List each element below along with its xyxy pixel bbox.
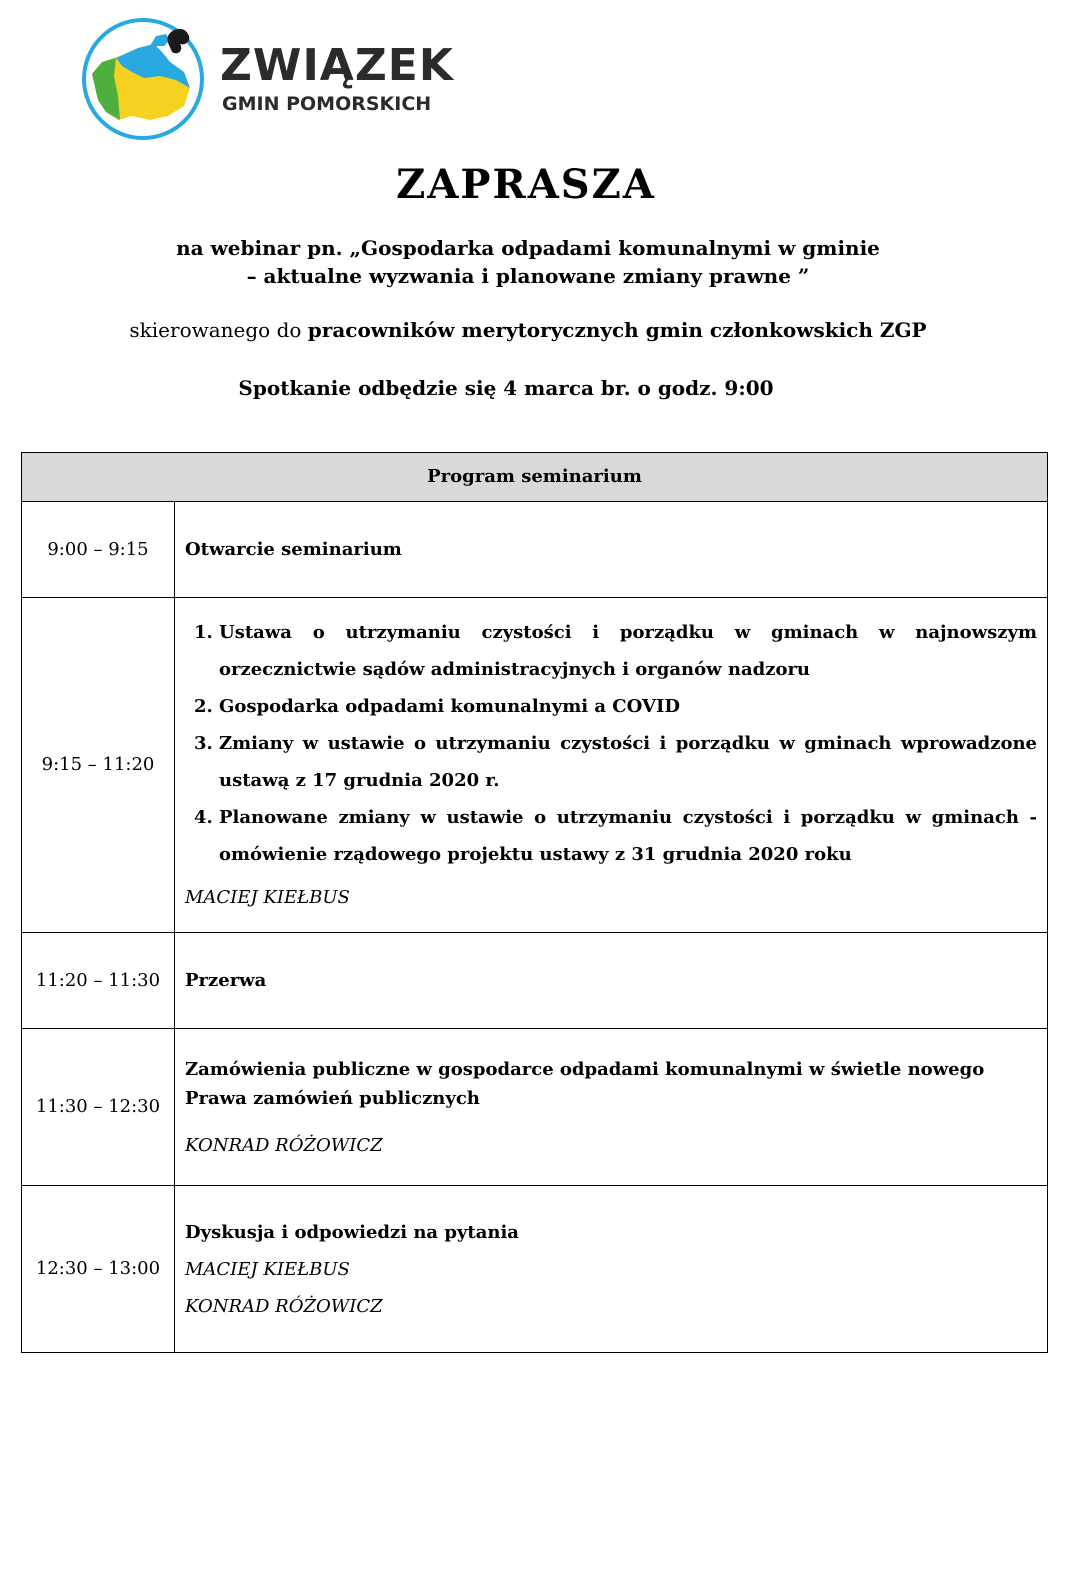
list-item: 1. Ustawa o utrzymaniu czystości i porządku w gminach w najnowszym orzecznictwie sądów administracyjnych i organów nadzoru [219, 614, 1037, 688]
audience-prefix: skierowanego do [129, 318, 308, 342]
pomerania-map-icon [80, 16, 206, 142]
agenda-cell [175, 1186, 1048, 1353]
agenda-title: Zamówienia publiczne w gospodarce odpadami komunalnymi w świetle nowego Prawa zamówień publicznych [185, 1059, 985, 1109]
list-item: 2. Gospodarka odpadami komunalnymi a COVID [219, 688, 1037, 725]
table-row [22, 933, 1048, 1029]
table-row [22, 502, 1048, 598]
subtitle-line-2: – aktualne wyzwania i planowane zmiany prawne ” [246, 264, 810, 288]
time-cell: 12:30 – 13:00 [22, 1186, 175, 1353]
agenda-cell [175, 933, 1048, 1029]
agenda-cell [175, 598, 1048, 933]
table-row [22, 1186, 1048, 1353]
speaker-name: MACIEJ KIEŁBUS [185, 886, 350, 908]
time-cell: 9:15 – 11:20 [22, 598, 175, 933]
table-row [22, 1029, 1048, 1186]
program-header: Program seminarium [22, 453, 1048, 502]
topic-list [185, 614, 1037, 873]
meeting-date: Spotkanie odbędzie się 4 marca br. o godz. 9:00 [238, 376, 774, 400]
agenda-cell [175, 1029, 1048, 1186]
time-cell: 11:30 – 12:30 [22, 1029, 175, 1186]
agenda-title: Przerwa [185, 969, 267, 991]
program-header-row [22, 453, 1048, 502]
list-item: 4. Planowane zmiany w ustawie o utrzymaniu czystości i porządku w gminach - omówienie rządowego projektu ustawy z 31 grudnia 2020 roku [219, 799, 1037, 873]
agenda-cell [175, 502, 1048, 598]
table-row [22, 598, 1048, 933]
organization-logo [80, 16, 454, 146]
speaker-name: KONRAD RÓŻOWICZ [185, 1135, 383, 1156]
speaker-name: KONRAD RÓŻOWICZ [185, 1295, 383, 1317]
time-cell: 11:20 – 11:30 [22, 933, 175, 1029]
subtitle-line-1: na webinar pn. „Gospodarka odpadami komunalnymi w gminie [176, 236, 880, 260]
logo-name-sub: GMIN POMORSKICH [222, 93, 432, 115]
program-table [21, 452, 1048, 1353]
time-cell: 9:00 – 9:15 [22, 502, 175, 598]
agenda-title: Dyskusja i odpowiedzi na pytania [185, 1221, 519, 1243]
page-title: ZAPRASZA [396, 161, 656, 208]
list-item: 3. Zmiany w ustawie o utrzymaniu czystości i porządku w gminach wprowadzone ustawą z 17 grudnia 2020 r. [219, 725, 1037, 799]
audience-line [0, 316, 1056, 344]
speaker-name: MACIEJ KIEŁBUS [185, 1258, 350, 1280]
audience-target: pracowników merytorycznych gmin członkowskich ZGP [307, 318, 927, 342]
agenda-title: Otwarcie seminarium [185, 538, 402, 560]
webinar-subtitle [0, 234, 1056, 290]
logo-name-main: ZWIĄZEK [220, 40, 454, 91]
